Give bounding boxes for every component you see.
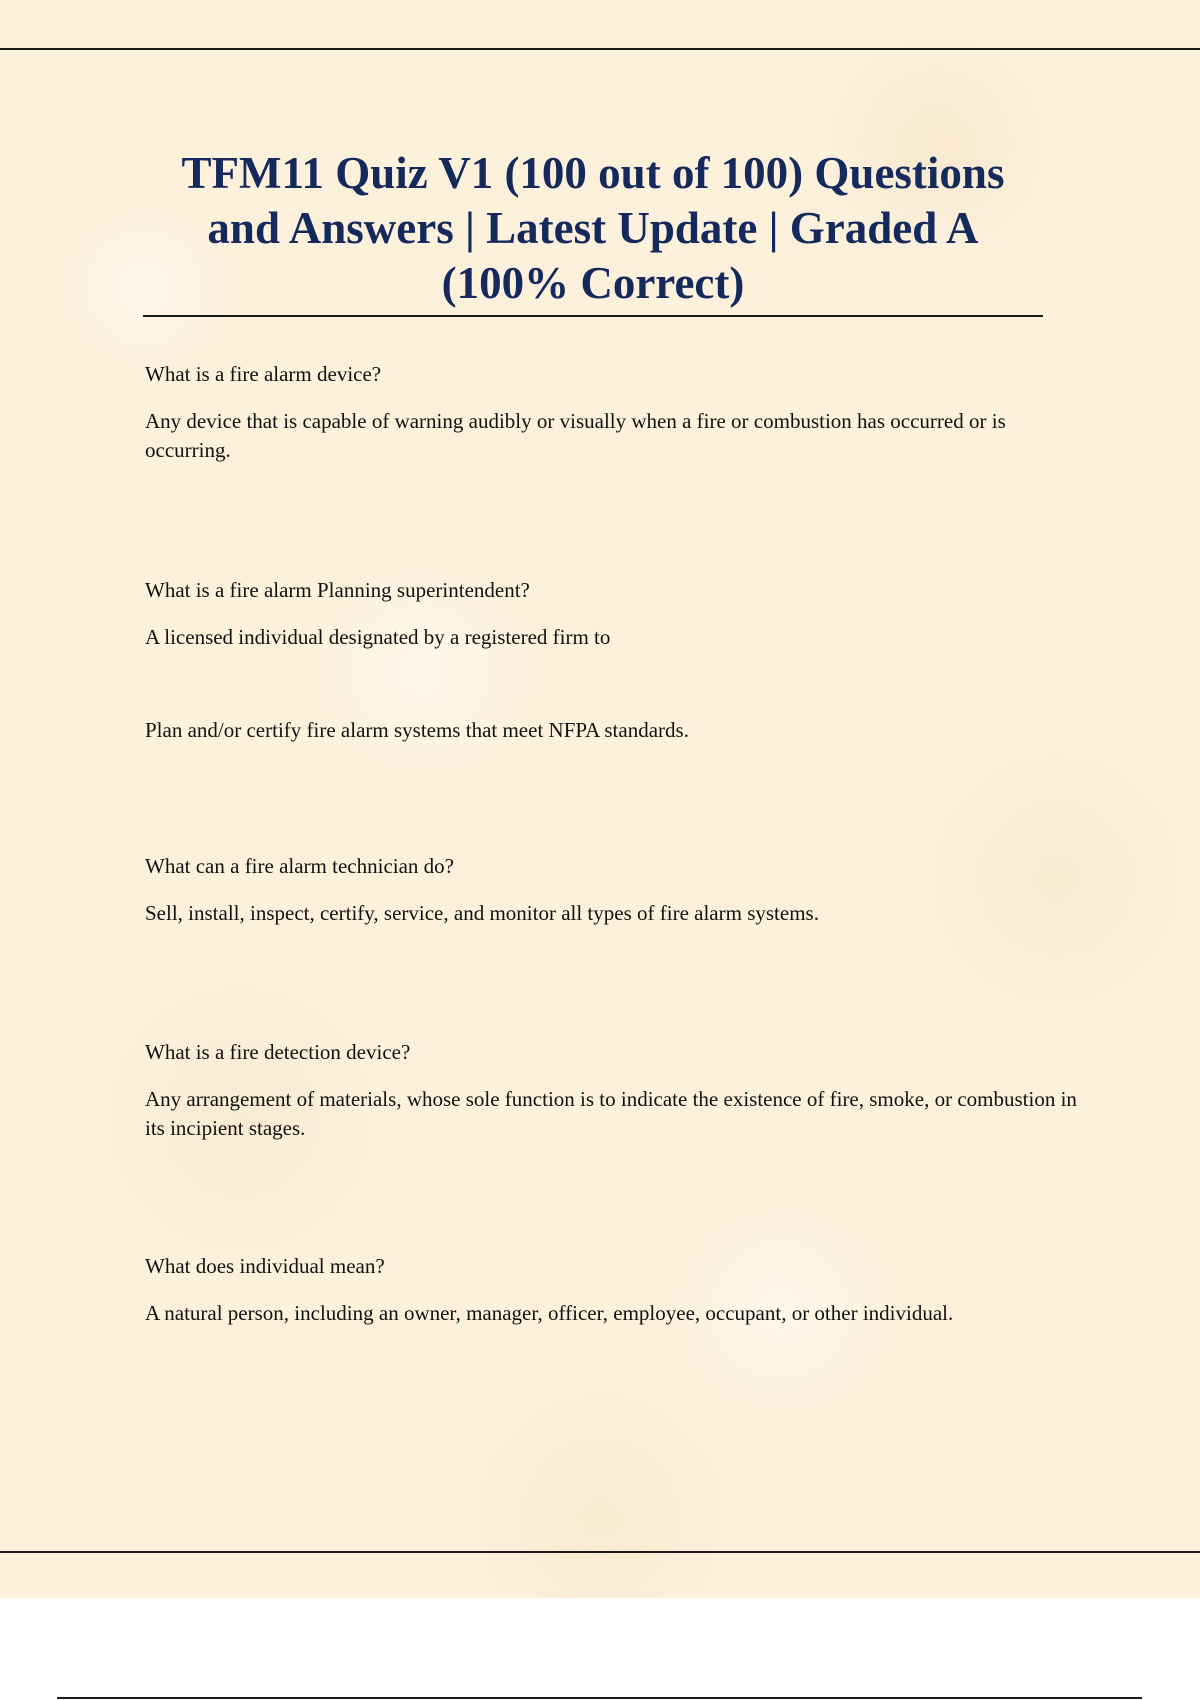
title-underline — [143, 315, 1043, 317]
qa-item — [145, 360, 1095, 576]
answer-text: A natural person, including an owner, manager, officer, employee, occupant, or other individual. — [145, 1301, 954, 1325]
question-text: What is a fire alarm Planning superintendent? — [145, 578, 530, 602]
next-page-rule — [57, 1697, 1142, 1699]
qa-item — [145, 1038, 1095, 1252]
question-text: What is a fire detection device? — [145, 1040, 411, 1064]
header-rule — [0, 48, 1200, 50]
question-text: What does individual mean? — [145, 1254, 385, 1278]
question-text: What can a fire alarm technician do? — [145, 854, 454, 878]
answer-text: A licensed individual designated by a registered firm to — [145, 625, 611, 649]
answer-text-continued: Plan and/or certify fire alarm systems that meet NFPA standards. — [145, 718, 689, 742]
question-text: What is a fire alarm device? — [145, 362, 382, 386]
footer-rule — [0, 1551, 1200, 1553]
paragraph-gap — [145, 652, 1095, 716]
answer-text: Any device that is capable of warning audibly or visually when a fire or combustion has occurred or is occurring. — [145, 409, 1006, 462]
qa-list — [145, 360, 1095, 1328]
qa-item — [145, 576, 1095, 852]
answer-text: Any arrangement of materials, whose sole function is to indicate the existence of fire, smoke, or combustion in its incipient stages. — [145, 1087, 1077, 1140]
qa-item — [145, 1252, 1095, 1328]
qa-item — [145, 852, 1095, 1038]
document-title: TFM11 Quiz V1 (100 out of 100) Questions and Answers | Latest Update | Graded A (100% Correct) — [181, 148, 1005, 308]
answer-text: Sell, install, inspect, certify, service, and monitor all types of fire alarm systems. — [145, 901, 819, 925]
